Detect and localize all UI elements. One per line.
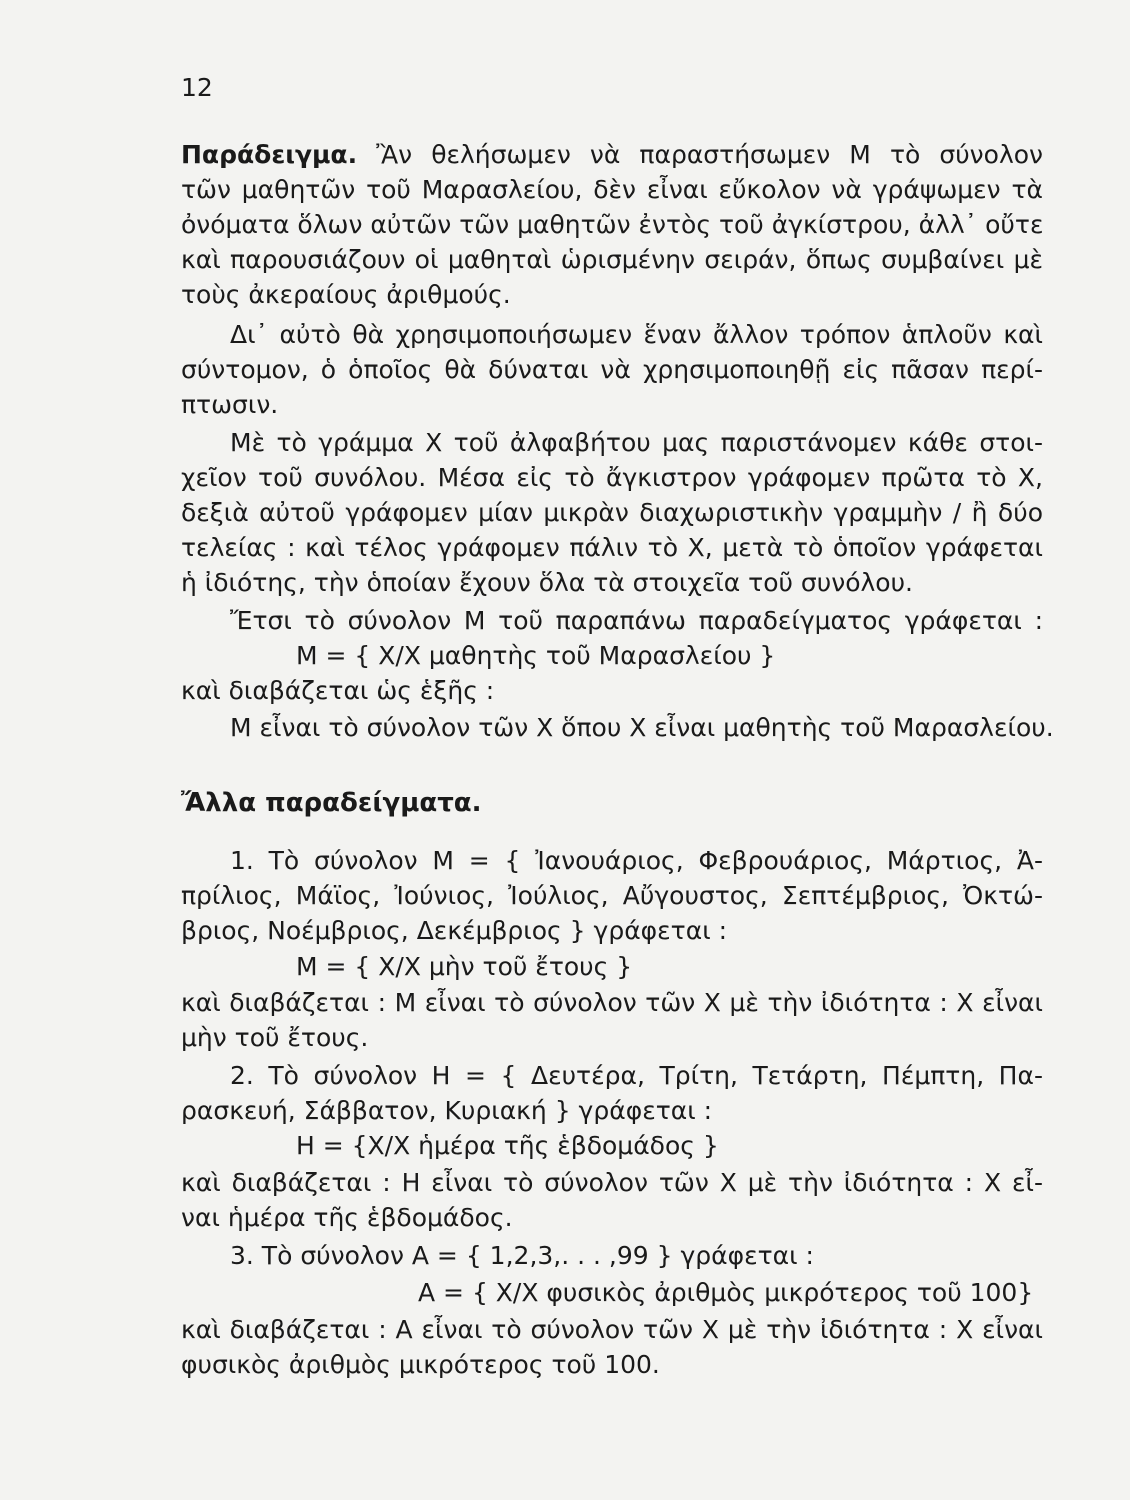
text-line: ναι ἡμέρα τῆς ἑβδομάδος. <box>181 1203 513 1232</box>
text-line: καὶ διαβάζεται ὡς ἑξῆς : <box>181 676 495 705</box>
text-line: Μὲ τὸ γράμμα Χ τοῦ ἀλφαβήτου μας παριστάνομεν κάθε στοι- <box>230 428 1043 457</box>
text-line: καὶ παρουσιάζουν οἱ μαθηταὶ ὡρισμένην σειράν, ὅπως συμβαίνει μὲ <box>181 245 1043 274</box>
text-line: φυσικὸς ἀριθμὸς μικρότερος τοῦ 100. <box>181 1350 660 1379</box>
text-line: ρασκευή, Σάββατον, Κυριακή } γράφεται : <box>181 1096 713 1125</box>
text-line: πρίλιος, Μάϊος, Ἰούνιος, Ἰούλιος, Αὔγουστος, Σεπτέμβριος, Ὀκτώ- <box>181 881 1043 910</box>
formula-line: Α = { Χ/Χ φυσικὸς ἀριθμὸς μικρότερος τοῦ 100} <box>418 1278 1034 1307</box>
text-line <box>181 137 1043 173</box>
text-line: 3. Τὸ σύνολον Α = { 1,2,3,. . . ,99 } γράφεται : <box>230 1241 814 1270</box>
text-line: ἡ ἰδιότης, τὴν ὁποίαν ἔχουν ὅλα τὰ στοιχεῖα τοῦ συνόλου. <box>181 568 914 597</box>
text-line: ὀνόματα ὅλων αὐτῶν τῶν μαθητῶν ἐντὸς τοῦ ἀγκίστρου, ἀλλ᾿ οὔτε <box>181 210 1044 239</box>
text-line: Ἔτσι τὸ σύνολον Μ τοῦ παραπάνω παραδείγματος γράφεται : <box>230 606 1043 635</box>
text-line: καὶ διαβάζεται : Η εἶναι τὸ σύνολον τῶν Χ μὲ τὴν ἰδιότητα : Χ εἶ- <box>181 1168 1043 1197</box>
section-heading: Ἄλλα παραδείγματα. <box>181 788 482 818</box>
text-line: 1. Τὸ σύνολον Μ = { Ἰανουάριος, Φεβρουάριος, Μάρτιος, Ἀ- <box>230 846 1043 875</box>
text-line: χεῖον τοῦ συνόλου. Μέσα εἰς τὸ ἄγκιστρον γράφομεν πρῶτα τὸ Χ, <box>181 463 1043 492</box>
text-line: τοὺς ἀκεραίους ἀριθμούς. <box>181 280 511 309</box>
text-line: μὴν τοῦ ἔτους. <box>181 1023 369 1052</box>
page-number: 12 <box>181 73 213 102</box>
text-line: Δι᾿ αὐτὸ θὰ χρησιμοποιήσωμεν ἕναν ἄλλον τρόπον ἁπλοῦν καὶ <box>230 320 1043 349</box>
text-line: δεξιὰ αὐτοῦ γράφομεν μίαν μικρὰν διαχωριστικὴν γραμμὴν / ἢ δύο <box>181 498 1043 527</box>
formula-line: Μ = { Χ/Χ μαθητὴς τοῦ Μαρασλείου } <box>296 641 776 670</box>
text-span: Ἂν θελήσωμεν νὰ παραστήσωμεν Μ τὸ σύνολον <box>376 140 1043 169</box>
text-line: καὶ διαβάζεται : Α εἶναι τὸ σύνολον τῶν Χ μὲ τὴν ἰδιότητα : Χ εἶναι <box>181 1315 1043 1344</box>
text-line: τελείας : καὶ τέλος γράφομεν πάλιν τὸ Χ, μετὰ τὸ ὁποῖον γράφεται <box>181 533 1043 562</box>
text-line: πτωσιν. <box>181 390 279 419</box>
text-line: Μ εἶναι τὸ σύνολον τῶν Χ ὅπου Χ εἶναι μαθητὴς τοῦ Μαρασλείου. <box>230 713 1054 742</box>
formula-line: Η = {Χ/Χ ἡμέρα τῆς ἑβδομάδος } <box>296 1131 719 1160</box>
formula-line: Μ = { Χ/Χ μὴν τοῦ ἔτους } <box>296 952 633 981</box>
text-line: καὶ διαβάζεται : Μ εἶναι τὸ σύνολον τῶν Χ μὲ τὴν ἰδιότητα : Χ εἶναι <box>181 988 1043 1017</box>
text-line: σύντομον, ὁ ὁποῖος θὰ δύναται νὰ χρησιμοποιηθῇ εἰς πᾶσαν περί- <box>181 355 1043 384</box>
text-line: 2. Τὸ σύνολον Η = { Δευτέρα, Τρίτη, Τετάρτη, Πέμπτη, Πα- <box>230 1061 1043 1090</box>
text-line: τῶν μαθητῶν τοῦ Μαρασλείου, δὲν εἶναι εὔκολον νὰ γράψωμεν τὰ <box>181 175 1043 204</box>
example-label: Παράδειγμα. <box>181 140 358 169</box>
text-line: βριος, Νοέμβριος, Δεκέμβριος } γράφεται : <box>181 916 728 945</box>
